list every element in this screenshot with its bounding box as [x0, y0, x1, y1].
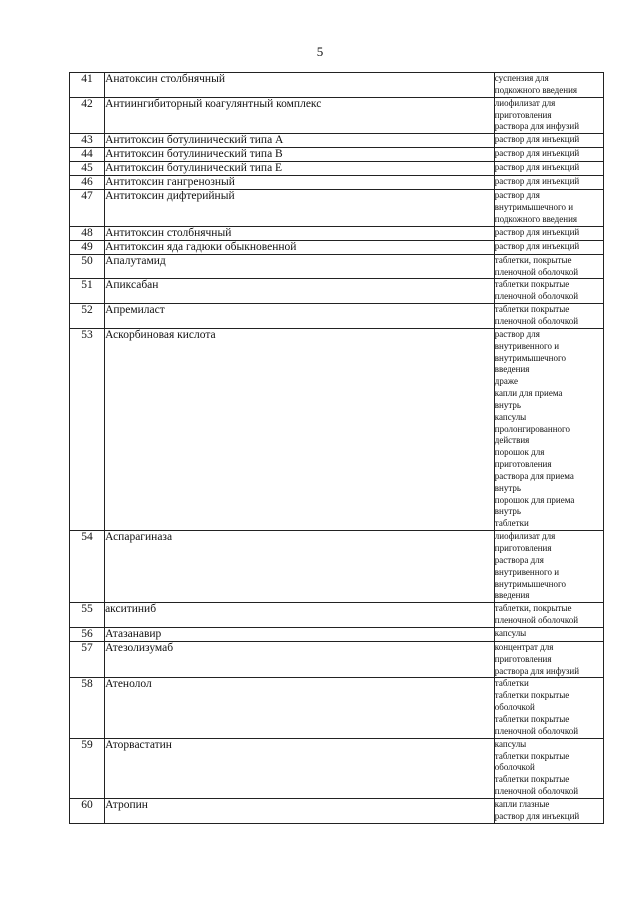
dosage-forms — [494, 134, 603, 148]
dosage-forms — [494, 190, 603, 227]
dosage-form-line: таблетки покрытые — [494, 690, 570, 701]
dosage-form-line: пленочной оболочкой — [494, 725, 579, 736]
drug-name: Апалутамид — [105, 254, 495, 279]
row-number: 57 — [70, 641, 105, 678]
dosage-form-line: раствора для инфузий — [494, 665, 580, 676]
table-row — [70, 226, 604, 240]
dosage-forms — [494, 279, 603, 304]
dosage-form-line: таблетки покрытые — [494, 279, 570, 290]
dosage-form-line: раствор для инъекций — [494, 148, 580, 159]
drug-name: Апремиласт — [105, 304, 495, 329]
dosage-form-line: таблетки, покрытые — [494, 254, 572, 265]
dosage-forms — [494, 73, 603, 98]
dosage-forms — [494, 148, 603, 162]
row-number: 48 — [70, 226, 105, 240]
dosage-form-line: таблетки — [494, 518, 529, 529]
dosage-form-line: раствор для инъекций — [494, 134, 580, 145]
drug-name: Атазанавир — [105, 627, 495, 641]
dosage-form-line: порошок для приема — [494, 494, 575, 505]
dosage-form-line: пролонгированного — [494, 423, 571, 434]
row-number: 60 — [70, 798, 105, 823]
drug-name: Антиингибиторный коагулянтный комплекс — [105, 97, 495, 134]
dosage-form-line: пленочной оболочкой — [494, 315, 579, 326]
dosage-form-line: таблетки покрытые — [494, 713, 570, 724]
dosage-form-line: таблетки покрытые — [494, 750, 570, 761]
dosage-forms — [494, 678, 603, 738]
drug-name: Антитоксин ботулинический типа В — [105, 148, 495, 162]
table-row — [70, 798, 604, 823]
dosage-form-line: таблетки — [494, 678, 529, 689]
table-row — [70, 134, 604, 148]
page-number: 5 — [316, 44, 324, 59]
table-row — [70, 279, 604, 304]
drug-name: Анатоксин столбнячный — [105, 73, 495, 98]
row-number: 54 — [70, 531, 105, 603]
drug-name: Аскорбиновая кислота — [105, 328, 495, 530]
dosage-forms — [494, 254, 603, 279]
table-row — [70, 531, 604, 603]
dosage-forms — [494, 162, 603, 176]
dosage-form-line: раствор для инъекций — [494, 176, 580, 187]
dosage-forms — [494, 226, 603, 240]
dosage-form-line: пленочной оболочкой — [494, 615, 579, 626]
dosage-form-line: раствор для инъекций — [494, 810, 580, 821]
table-row — [70, 627, 604, 641]
table-row — [70, 254, 604, 279]
dosage-forms — [494, 798, 603, 823]
dosage-form-line: пленочной оболочкой — [494, 266, 579, 277]
dosage-form-line: капли для приема — [494, 388, 563, 399]
drug-name: Аторвастатин — [105, 738, 495, 798]
table-row — [70, 641, 604, 678]
dosage-form-line: пленочной оболочкой — [494, 291, 579, 302]
dosage-form-line: внутримышечного — [494, 352, 566, 363]
dosage-form-line: лиофилизат для — [494, 531, 556, 542]
dosage-form-line: капсулы — [494, 627, 527, 638]
drug-name: Апиксабан — [105, 279, 495, 304]
dosage-form-line: внутрь — [494, 506, 521, 517]
row-number: 42 — [70, 97, 105, 134]
dosage-form-line: раствор для — [494, 328, 540, 339]
dosage-forms — [494, 176, 603, 190]
table-row — [70, 148, 604, 162]
drug-table — [69, 72, 604, 824]
row-number: 47 — [70, 190, 105, 227]
row-number: 51 — [70, 279, 105, 304]
table-row — [70, 162, 604, 176]
drug-name: Антитоксин яда гадюки обыкновенной — [105, 240, 495, 254]
table-row — [70, 328, 604, 530]
row-number: 49 — [70, 240, 105, 254]
row-number: 56 — [70, 627, 105, 641]
dosage-form-line: приготовления — [494, 459, 552, 470]
dosage-form-line: оболочкой — [494, 762, 535, 773]
row-number: 46 — [70, 176, 105, 190]
dosage-form-line: оболочкой — [494, 702, 535, 713]
dosage-form-line: лиофилизат для — [494, 97, 556, 108]
table-row — [70, 738, 604, 798]
drug-name: Аспарагиназа — [105, 531, 495, 603]
table-row — [70, 240, 604, 254]
row-number: 55 — [70, 603, 105, 628]
dosage-forms — [494, 738, 603, 798]
dosage-form-line: таблетки покрытые — [494, 774, 570, 785]
row-number: 45 — [70, 162, 105, 176]
row-number: 41 — [70, 73, 105, 98]
drug-name: Антитоксин дифтерийный — [105, 190, 495, 227]
table-row — [70, 73, 604, 98]
drug-name: Атропин — [105, 798, 495, 823]
dosage-form-line: суспензия для — [494, 73, 549, 83]
dosage-form-line: порошок для — [494, 447, 545, 458]
row-number: 50 — [70, 254, 105, 279]
drug-name: Антитоксин гангренозный — [105, 176, 495, 190]
dosage-form-line: приготовления — [494, 653, 552, 664]
drug-name: Антитоксин ботулинический типа Е — [105, 162, 495, 176]
drug-name: Атезолизумаб — [105, 641, 495, 678]
dosage-form-line: введения — [494, 590, 530, 601]
drug-name: Атенолол — [105, 678, 495, 738]
drug-name: Антитоксин ботулинический типа А — [105, 134, 495, 148]
dosage-form-line: внутривенного и — [494, 566, 560, 577]
row-number: 53 — [70, 328, 105, 530]
dosage-form-line: внутрь — [494, 482, 521, 493]
dosage-form-line: концентрат для — [494, 641, 554, 652]
dosage-form-line: таблетки, покрытые — [494, 603, 572, 614]
dosage-forms — [494, 603, 603, 628]
dosage-form-line: капсулы — [494, 738, 527, 749]
dosage-form-line: раствора для — [494, 554, 544, 565]
dosage-form-line: внутримышечного — [494, 578, 566, 589]
dosage-form-line: подкожного введения — [494, 84, 578, 95]
drug-name: Антитоксин столбнячный — [105, 226, 495, 240]
dosage-form-line: подкожного введения — [494, 213, 578, 224]
dosage-form-line: раствора для приема — [494, 470, 574, 481]
table-row — [70, 603, 604, 628]
dosage-form-line: введения — [494, 364, 530, 375]
dosage-form-line: капсулы — [494, 411, 527, 422]
dosage-form-line: раствора для инфузий — [494, 121, 580, 132]
dosage-form-line: приготовления — [494, 109, 552, 120]
table-row — [70, 97, 604, 134]
dosage-forms — [494, 531, 603, 603]
dosage-forms — [494, 627, 603, 641]
dosage-forms — [494, 240, 603, 254]
dosage-form-line: внутривенного и — [494, 340, 560, 351]
row-number: 59 — [70, 738, 105, 798]
row-number: 44 — [70, 148, 105, 162]
dosage-form-line: раствор для — [494, 190, 540, 201]
dosage-form-line: капли глазные — [494, 798, 550, 809]
dosage-form-line: внутрь — [494, 399, 521, 410]
dosage-form-line: драже — [494, 376, 518, 387]
dosage-form-line: таблетки покрытые — [494, 304, 570, 315]
dosage-form-line: приготовления — [494, 543, 552, 553]
table-row — [70, 190, 604, 227]
table-row — [70, 304, 604, 329]
table-row — [70, 176, 604, 190]
dosage-form-line: пленочной оболочкой — [494, 786, 579, 797]
dosage-forms — [494, 641, 603, 678]
row-number: 43 — [70, 134, 105, 148]
drug-name: акситиниб — [105, 603, 495, 628]
dosage-form-line: раствор для инъекций — [494, 162, 580, 173]
drug-table-body — [70, 73, 604, 824]
dosage-forms — [494, 328, 603, 530]
dosage-form-line: действия — [494, 435, 530, 446]
row-number: 52 — [70, 304, 105, 329]
dosage-form-line: внутримышечного и — [494, 202, 574, 213]
dosage-forms — [494, 97, 603, 134]
dosage-forms — [494, 304, 603, 329]
table-row — [70, 678, 604, 738]
row-number: 58 — [70, 678, 105, 738]
dosage-form-line: раствор для инъекций — [494, 240, 580, 251]
dosage-form-line: раствор для инъекций — [494, 226, 580, 237]
